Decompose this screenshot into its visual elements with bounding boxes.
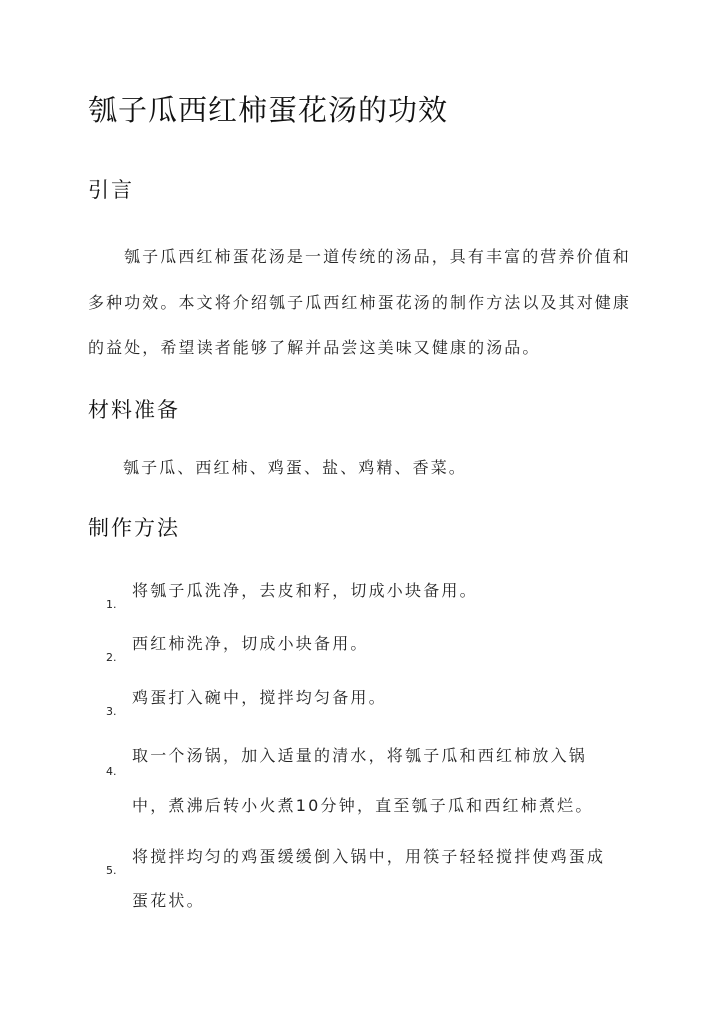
list-number: 2.: [106, 651, 117, 664]
list-number: 1.: [106, 598, 117, 611]
section-heading-method: 制作方法: [88, 516, 180, 540]
list-item: [106, 568, 626, 614]
list-item: [106, 621, 626, 667]
intro-paragraph: 瓠子瓜西红柿蛋花汤是一道传统的汤品，具有丰富的营养价值和多种功效。本文将介绍瓠子瓜西红柿蛋花汤的制作方法以及其对健康的益处，希望读者能够了解并品尝这美味又健康的汤品。: [88, 247, 632, 357]
list-number: 5.: [106, 864, 117, 877]
materials-text: 瓠子瓜、西红柿、鸡蛋、盐、鸡精、香菜。: [123, 458, 467, 477]
list-item: [106, 675, 626, 721]
list-number: 4.: [106, 765, 117, 778]
section-heading-materials: 材料准备: [88, 398, 180, 422]
page-title: 瓠子瓜西红柿蛋花汤的功效: [88, 93, 449, 127]
list-text: 取一个汤锅，加入适量的清水，将瓠子瓜和西红柿放入锅中，煮沸后转小火煮10分钟，直至瓠子瓜和西红柿煮烂。: [132, 746, 594, 815]
list-text: 将瓠子瓜洗净，去皮和籽，切成小块备用。: [132, 581, 478, 600]
list-item: [106, 835, 626, 923]
list-text: 西红柿洗净，切成小块备用。: [132, 634, 369, 653]
list-text: 将搅拌均匀的鸡蛋缓缓倒入锅中，用筷子轻轻搅拌使鸡蛋成蛋花状。: [132, 847, 606, 910]
section-heading-intro: 引言: [88, 178, 134, 202]
list-number: 3.: [106, 705, 117, 718]
list-item: [106, 731, 626, 831]
list-text: 鸡蛋打入碗中，搅拌均匀备用。: [132, 688, 387, 707]
